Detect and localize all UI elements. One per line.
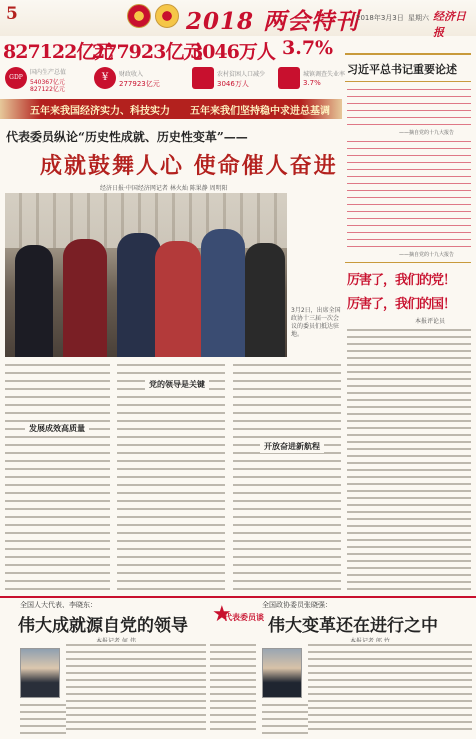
issue-weekday: 星期六 [408, 14, 429, 22]
subhead: 开放奋进新航程 [260, 440, 324, 453]
stat-label: 农村贫困人口减少 [217, 71, 266, 78]
right-kicker: 全国政协委员张晓强： [262, 601, 332, 609]
bottom-body [20, 702, 66, 734]
stat-label: 城镇调查失业率 [303, 71, 346, 78]
yuan-icon: ¥ [94, 67, 116, 89]
stats-strip [0, 37, 346, 97]
quote-source: ——摘自党的十九大报告 [399, 130, 455, 136]
bottom-body [262, 702, 308, 734]
badge-label: 代表委员谈 [224, 612, 264, 622]
stat-label: 国内生产总值 [30, 69, 67, 76]
people-icon [192, 67, 214, 89]
special-issue-title: 2018 两会特刊 [186, 8, 360, 35]
main-byline: 经济日报·中国经济网记者 林火灿 陈果静 周明阳 [100, 185, 228, 192]
gold-rule [345, 262, 471, 263]
issue-date: 2018年3月3日 [356, 14, 404, 22]
right-headline: 习近平总书记重要论述 [347, 63, 457, 76]
delegates-photo [5, 193, 287, 357]
bottom-body [210, 642, 256, 734]
right-headline: 伟大变革还在进行之中 [268, 616, 438, 636]
gold-rule [345, 53, 471, 55]
cppcc-emblem-icon [155, 4, 179, 28]
stat-sub: 277923亿元 [119, 80, 160, 88]
bottom-body [308, 642, 472, 734]
stat-sub: 540367亿元 827122亿元 [30, 79, 65, 93]
body-column [5, 362, 110, 592]
body-column [233, 362, 341, 592]
left-kicker: 全国人大代表、李晓东： [20, 601, 97, 609]
person-figure [201, 229, 245, 357]
stat-value: 277923亿元 [92, 41, 202, 63]
person-figure [15, 245, 53, 357]
stat-block [190, 37, 275, 97]
stat-sub: 3.7% [303, 79, 321, 87]
chart-icon [278, 67, 300, 89]
person-figure [63, 239, 107, 357]
body-column [117, 362, 225, 592]
person-figure [245, 243, 285, 357]
main-kicker: 代表委员纵论“历史性成就、历史性变革”—— [6, 130, 248, 144]
person-figure [155, 241, 201, 357]
avatar [262, 648, 302, 698]
avatar [20, 648, 60, 698]
paper-logo: 经济日报 [433, 10, 466, 39]
main-headline: 成就鼓舞人心 使命催人奋进 [40, 153, 338, 179]
stat-block [92, 37, 202, 97]
article-body [5, 362, 341, 592]
subhead: 发展成效高质量 [25, 422, 89, 435]
slogan-line-1: 厉害了，我们的党！ [347, 273, 456, 288]
banner-right-text: 五年来我们坚持稳中求进总基调 [190, 106, 330, 117]
stat-label: 财政收入 [119, 71, 144, 78]
bottom-body [66, 642, 206, 734]
page-number: 5 [6, 4, 18, 24]
slogan-line-2: 厉害了，我们的国！ [347, 297, 456, 312]
quote-source: ——摘自党的十九大报告 [399, 252, 455, 258]
banner-left-text: 五年来我国经济实力、科技实力 [30, 106, 170, 117]
stat-sub: 3046万人 [217, 80, 249, 88]
gdp-icon: GDP [5, 67, 27, 89]
right-column [345, 37, 476, 597]
commentary-byline: 本报评论员 [415, 318, 446, 325]
section-badge [212, 604, 266, 634]
national-emblem-icon [127, 4, 151, 28]
stat-value: 827122亿元 [3, 41, 113, 63]
left-headline: 伟大成就源自党的领导 [18, 616, 188, 636]
bottom-divider [0, 596, 476, 598]
commentary-body [347, 327, 471, 595]
stat-value: 3046万人 [190, 41, 275, 63]
gold-rule [345, 81, 471, 82]
quote-text [347, 139, 471, 249]
stat-block [3, 37, 113, 97]
star-icon: ★ [212, 602, 232, 627]
subhead: 党的领导是关键 [145, 378, 209, 391]
masthead [0, 0, 476, 39]
quote-text [347, 87, 471, 127]
photo-caption: 3月2日，出席全国政协十三届一次会议的委员们抵达驻地。 [291, 307, 341, 338]
stat-value: 3.7% [282, 37, 334, 59]
red-banner [0, 99, 342, 119]
stat-block [276, 37, 346, 97]
